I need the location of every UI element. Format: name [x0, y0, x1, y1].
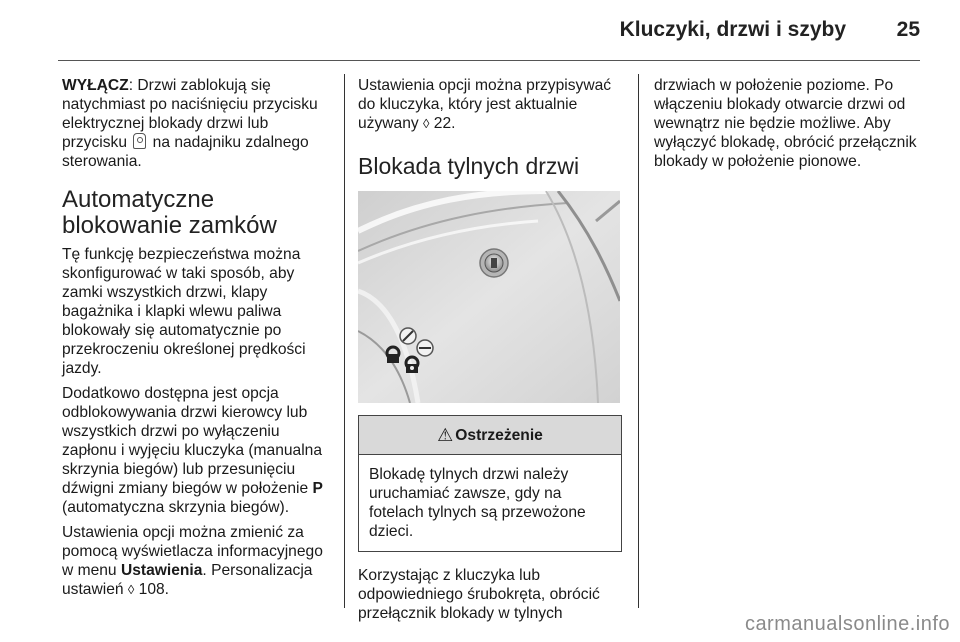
- paragraph-text: na nadajniku zdalnego sterowania.: [62, 134, 309, 170]
- page-header-title: Kluczyki, drzwi i szyby: [619, 18, 846, 41]
- page-ref-icon: ◊: [127, 582, 135, 597]
- paragraph-text: Dodatkowo dostępna jest opcja odblokowywania drzwi kierowcy lub wszystkich drzwi po wyłączeniu zapłonu i wyjęciu kluczyka (manualna skrzynia biegów) lub przesunięciu dźwigni zmiany biegów w położenie: [62, 385, 323, 497]
- warning-box: [358, 415, 622, 552]
- header-divider: [58, 60, 920, 61]
- remote-key-icon: [133, 133, 146, 149]
- page-ref[interactable]: 108.: [134, 581, 170, 598]
- section-heading-child-lock: Blokada tylnych drzwi: [358, 153, 580, 179]
- page-ref-icon: ◊: [423, 116, 430, 131]
- column-3: [654, 76, 924, 177]
- warning-header: [359, 416, 621, 455]
- paragraph-child-lock-instructions: Korzystając z kluczyka lub odpowiedniego śrubokręta, obrócić przełącznik blokady w tylnych: [358, 567, 600, 622]
- menu-name-settings: Ustawienia: [120, 562, 203, 579]
- paragraph-child-lock-continued: drzwiach w położenie poziome. Po włączeniu blokady otwarcie drzwi od wewnątrz nie będzie możliwe. Aby wyłączyć blokadę, obrócić przełącznik blokady w położenie pionowe.: [654, 77, 917, 170]
- paragraph-auto-lock: Tę funkcję bezpieczeństwa można skonfigurować w taki sposób, aby zamki wszystkich drzwi, klapy bagażnika i klapki wlewu paliwa blokowały się automatycznie po przekroczeniu określonej prędkości jazdy.: [62, 246, 306, 377]
- paragraph-off-setting: [62, 76, 328, 171]
- column-1: [62, 76, 328, 605]
- term-park: P: [312, 480, 323, 497]
- warning-title: Ostrzeżenie: [455, 426, 543, 444]
- warning-triangle-icon: ⚠: [437, 424, 454, 445]
- child-lock-photo: [358, 191, 620, 403]
- column-divider: [344, 74, 345, 608]
- paragraph-text: Ustawienia opcji można zmienić za pomocą wyświetlacza informacyjnego w menu: [62, 524, 323, 579]
- paragraph-text: (automatyczna skrzynia biegów).: [62, 499, 290, 516]
- warning-body: Blokadę tylnych drzwi należy uruchamiać zawsze, gdy na fotelach tylnych są przewożone dzieci.: [369, 466, 586, 540]
- paragraph-unlock-option: [62, 384, 328, 517]
- paragraph-settings: [62, 523, 328, 599]
- watermark: carmanualsonline.info: [744, 613, 950, 635]
- term-off: WYŁĄCZ: [62, 77, 129, 94]
- page-ref[interactable]: 22.: [429, 115, 456, 132]
- section-heading-auto-lock: Automatyczne blokowanie zamków: [62, 186, 277, 239]
- paragraph-text: Ustawienia opcji można przypisywać do kluczyka, który jest aktualnie używany: [358, 77, 612, 132]
- column-divider: [638, 74, 639, 608]
- column-2: [358, 76, 628, 629]
- page-number: 25: [896, 18, 920, 41]
- paragraph-text: : Drzwi zablokują się natychmiast po naciśnięciu przycisku elektrycznej blokady drzwi lub przycisku: [62, 77, 318, 151]
- paragraph-text: . Personalizacja ustawień: [62, 562, 313, 598]
- paragraph-key-assign: [358, 76, 628, 133]
